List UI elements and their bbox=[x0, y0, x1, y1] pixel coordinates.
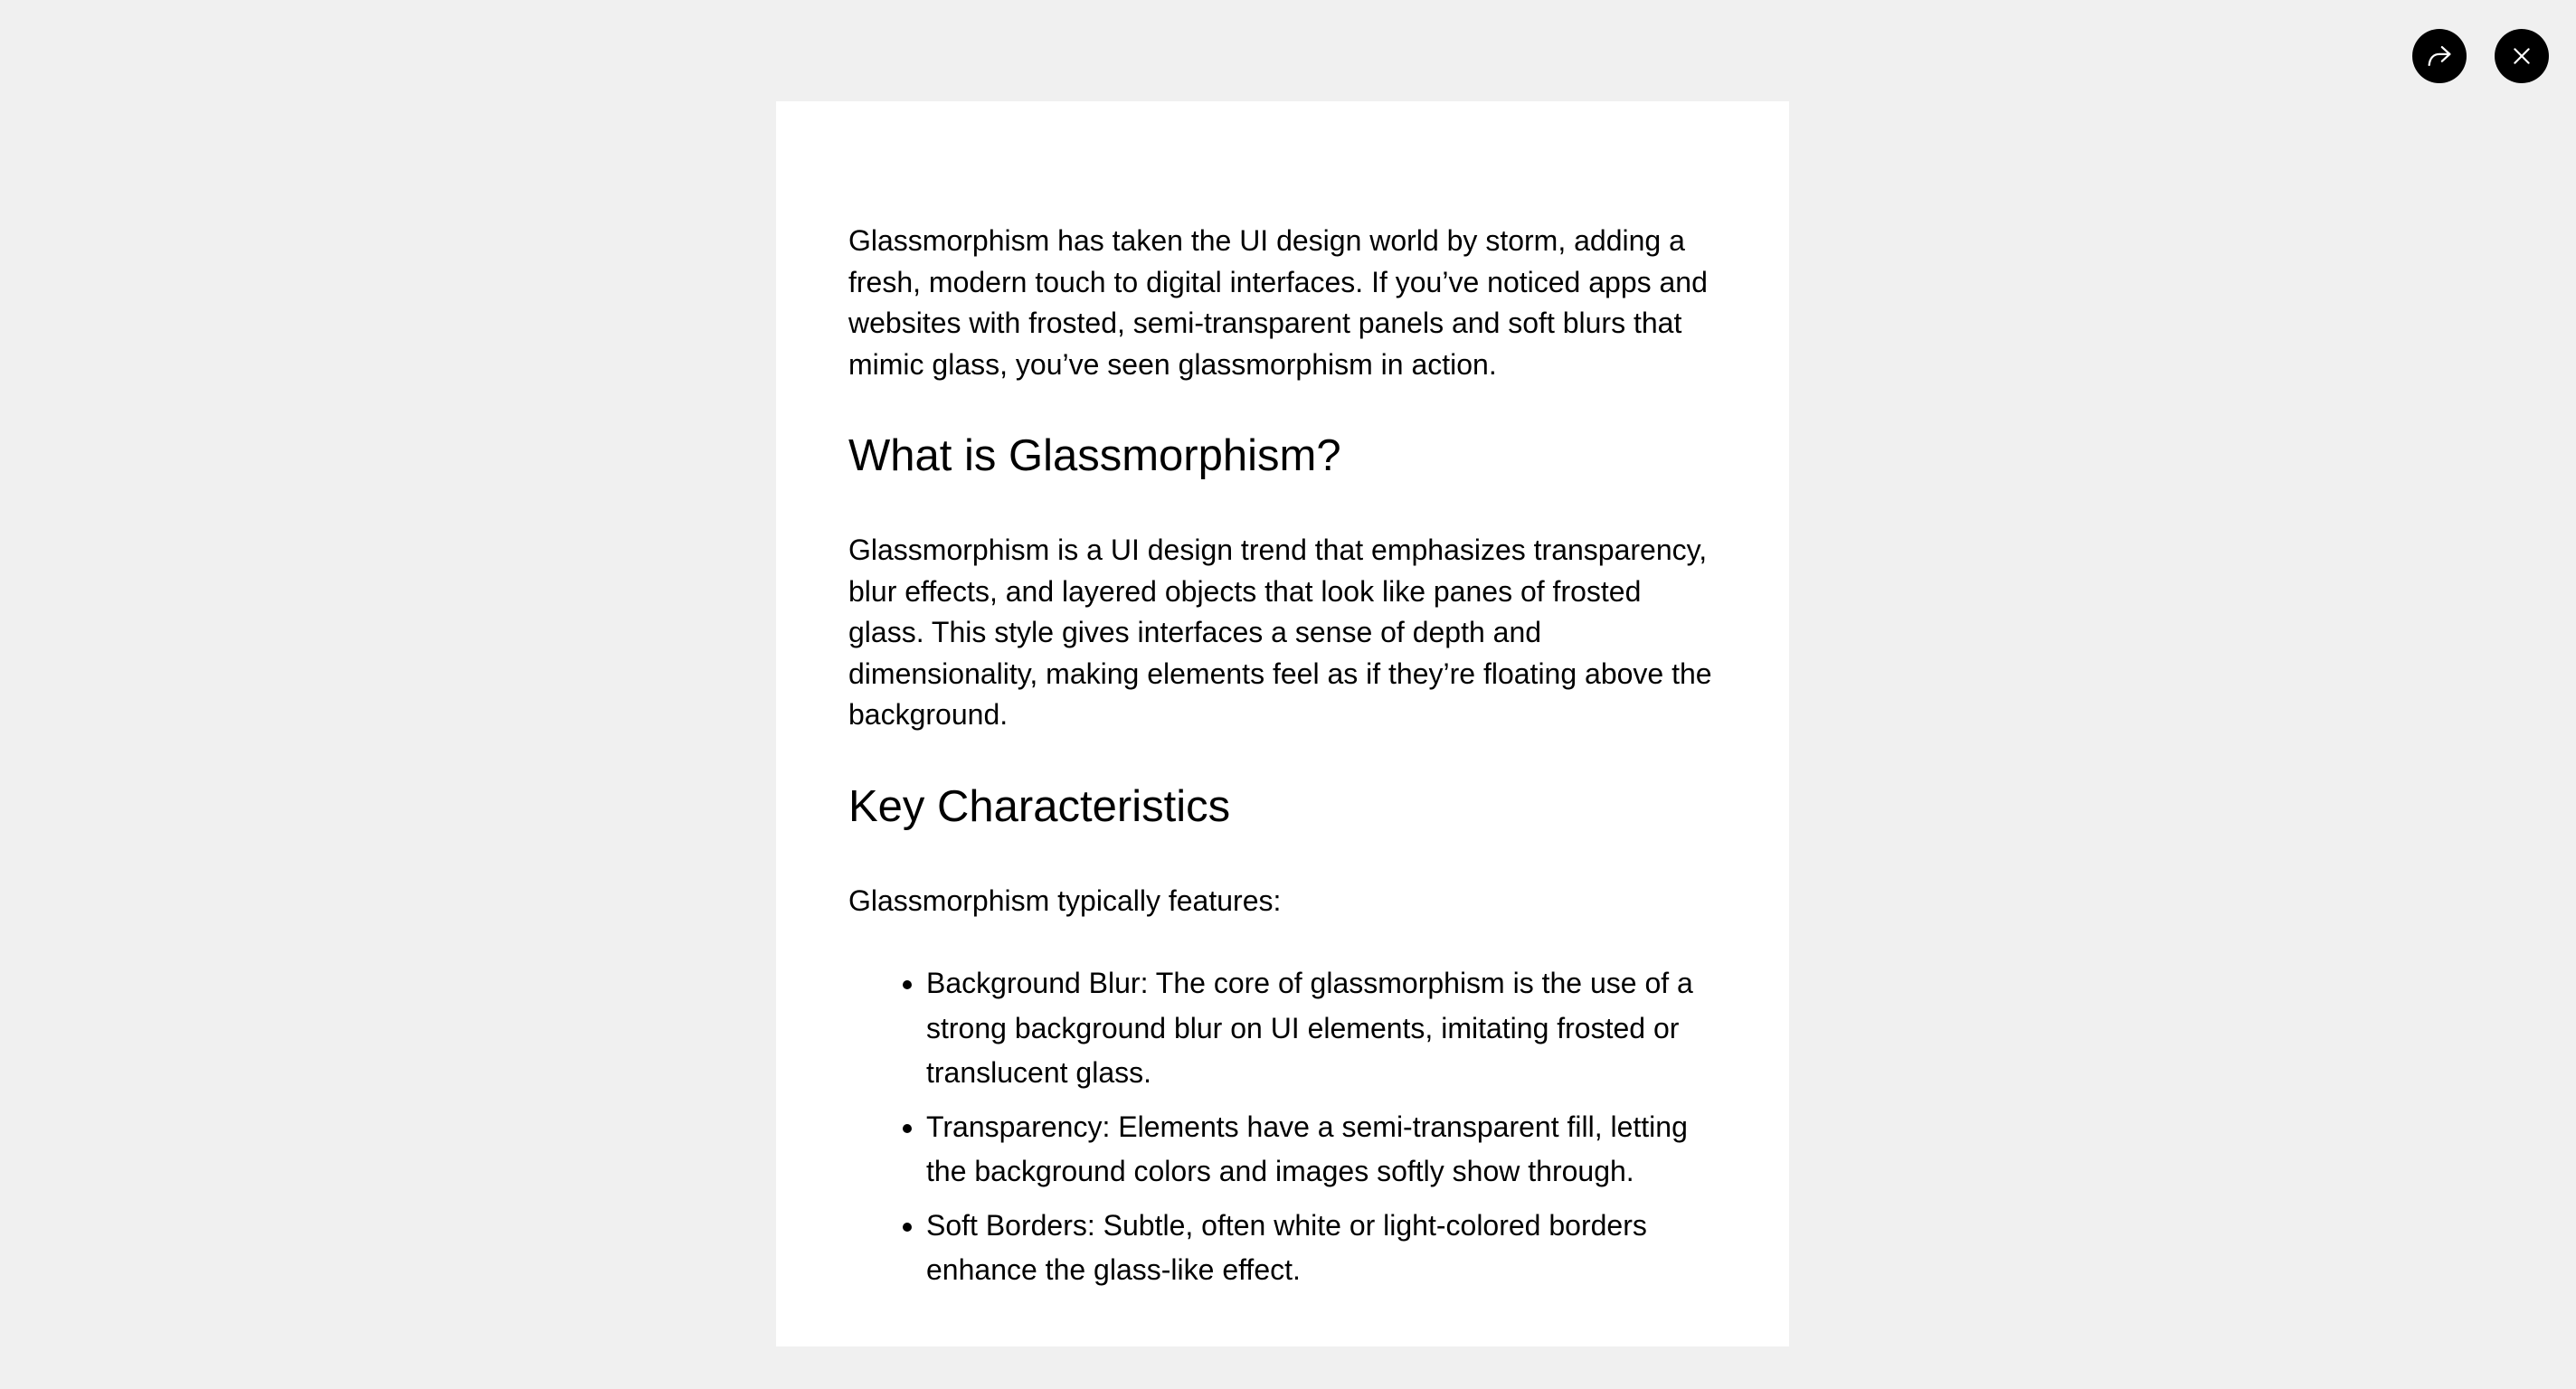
heading-key-characteristics: Key Characteristics bbox=[848, 781, 1231, 831]
list-item: • Soft Borders: Subtle, often white or light-colored borders enhance the glass-like effect. bbox=[926, 1204, 1717, 1293]
list-item: • Background Blur: The core of glassmorphism is the use of a strong background blur on UI elements, imitating frosted or translucent glass. bbox=[926, 961, 1717, 1096]
document-page bbox=[776, 101, 1789, 1346]
share-button[interactable] bbox=[2412, 29, 2467, 83]
list-item: • Transparency: Elements have a semi-transparent fill, letting the background colors and images softly show through. bbox=[926, 1105, 1717, 1195]
features-list bbox=[848, 961, 1717, 1293]
heading-what-is-glassmorphism: What is Glassmorphism? bbox=[848, 431, 1341, 480]
share-forward-icon bbox=[2424, 41, 2455, 71]
document-content[interactable] bbox=[848, 199, 1717, 1320]
close-button[interactable] bbox=[2495, 29, 2549, 83]
features-intro: Glassmorphism typically features: bbox=[848, 883, 1282, 917]
close-icon bbox=[2510, 44, 2533, 68]
intro-paragraph: Glassmorphism has taken the UI design world by storm, adding a fresh, modern touch to digital interfaces. If you’ve noticed apps and websites with frosted, semi-transparent panels and soft blurs that mimic glass, you’ve seen glassmorphism in action. bbox=[848, 224, 1708, 381]
what-paragraph: Glassmorphism is a UI design trend that emphasizes transparency, blur effects, and layered objects that look like panes of frosted glass. This style gives interfaces a sense of depth and dimensionality, making elements feel as if they’re floating above the background. bbox=[848, 534, 1712, 731]
